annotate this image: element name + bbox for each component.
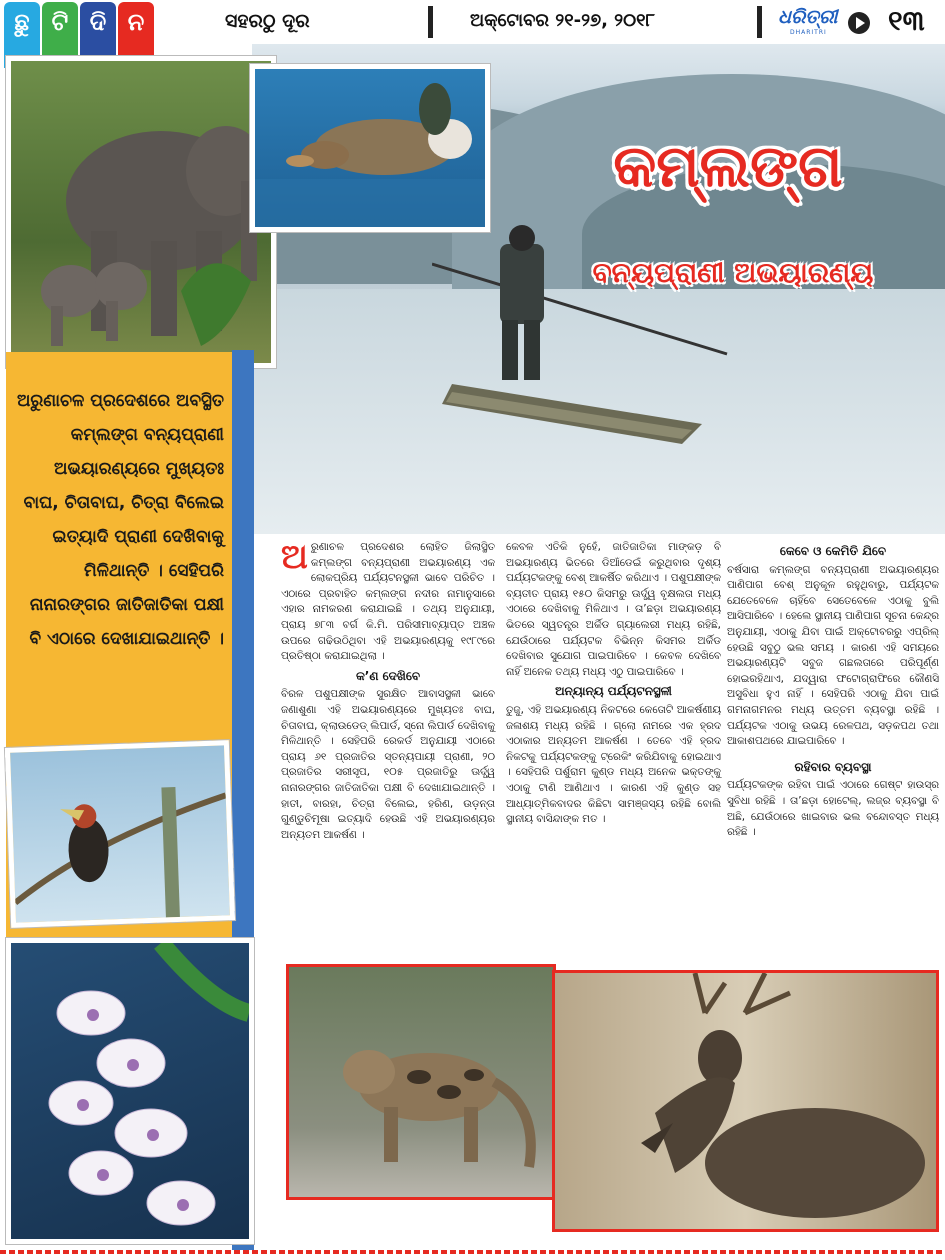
section-tile-3: ଦି [80,2,116,68]
elephant-photo [6,56,276,368]
clouded-leopard-photo [286,964,556,1200]
divider [428,6,433,38]
paragraph: ବର୍ଷସାରା କମ୍‌ଲଙ୍ଗ ବନ୍ୟପ୍ରାଣୀ ଅଭୟାରଣ୍ୟର ପାଣିପାଗ ବେଶ୍‌ ଅନୁକୂଳ ରହୁଥିବାରୁ, ପର୍ଯ୍ୟଟକ ଯେତେବେଳେ ଚାହିଁବେ ସେତେବେଳେ ଏଠାକୁ ବୁଲି ଆସିପାରିବେ । ହେଲେ ସ୍ଥାନୀୟ ପାଣିପାଗ ସୂଚନା କେନ୍ଦ୍ର ଅନୁଯାୟୀ, ଏଠାକୁ ଯିବା ପାଇଁ ଅକ୍ଟୋବରରୁ ଏପ୍ରିଲ୍‌ ହେଉଛି ସବୁଠୁ ଭଲ ସମୟ । କାରଣ ଏହି ସମୟରେ ଅଭୟାରଣ୍ୟଟି ସବୁଜ ଗଛଲତାରେ ପରିପୂର୍ଣ୍ଣ ହୋଇରହିଥାଏ, ଯଦ୍ୱାରା ଫଟୋଗ୍ରାଫିରେ କୌଣସି ଅସୁବିଧା ହୁଏ ନାହିଁ । ସେହିପରି ଏଠାକୁ ଯିବା ପାଇଁ ଗମନାଗମନର ମଧ୍ୟ ଉତ୍ତମ ବ୍ୟବସ୍ଥା ରହିଛି । ପର୍ଯ୍ୟଟକ ଏଠାକୁ ଉଭୟ ରେଳପଥ, ସଡ଼କପଥ ତଥା ଆକାଶପଥରେ ଯାଇପାରିବେ । [727,563,939,748]
section-tile-4: ନ [118,2,154,68]
intro-text: ଅରୁଣାଚଳ ପ୍ରଦେଶରେ ଅବସ୍ଥିତ କମ୍‌ଲଙ୍ଗ ବନ୍ୟପ୍ରାଣୀ ଅଭୟାରଣ୍ୟରେ ମୁଖ୍ୟତଃ ବାଘ, ଚିତାବାଘ, ଚିତ୍ରା ବିଲେଇ ଇତ୍ୟାଦି ପ୍ରାଣୀ ଦେଖିବାକୁ ମିଳିଥାନ୍ତି । ସେହିପରି ନାନାରଙ୍ଗର ଜାତିଜାତିକା ପକ୍ଷୀ ବି ଏଠାରେ ଦେଖାଯାଇଥାନ୍ତି । [16,391,224,649]
section-name: ସହରଠୁ ଦୂର [225,10,310,32]
article-column-3 [727,540,939,841]
section-tile-2: ଟି [42,2,78,68]
bottom-border [0,1250,945,1254]
divider [757,6,762,38]
brand-logo: ଧରିତ୍ରୀ [778,6,838,28]
sambar-deer-photo [552,970,939,1232]
page-number: ୧୩ [888,4,925,37]
paragraph: ରୁଣାଚଳ ପ୍ରଦେଶର ଲୋହିତ ଜିଲାସ୍ଥିତ କମ୍‌ଲଙ୍ଗ ବନ୍ୟପ୍ରାଣୀ ଅଭୟାରଣ୍ୟ ଏକ ଲୋକପ୍ରିୟ ପର୍ଯ୍ୟଟନସ୍ଥଳୀ ଭାବେ ପରିଚିତ । ଏଠାରେ ପ୍ରବାହିତ କମ୍‌ଲଙ୍ଗ ନଦୀର ନାମାନୁସାରେ ଏହାର ନାମକରଣ କରାଯାଇଛି । ତଥ୍ୟ ଅନୁଯାୟୀ, ପ୍ରାୟ ୭୮୩ ବର୍ଗ କି.ମି. ପରିସୀମାବ୍ୟାପ୍ତ ଅଞ୍ଚଳ ଉପରେ ଗଢିଉଠିଥିବା ଏହି ଅଭୟାରଣ୍ୟକୁ ୧୯୮୯ରେ ପ୍ରତିଷ୍ଠା କରାଯାଇଥିଲା । [281,541,495,663]
play-icon [848,12,870,34]
duck-photo [250,64,490,232]
article-subtitle: ବନ୍ୟପ୍ରାଣୀ ଅଭୟାରଣ୍ୟ [592,256,874,289]
article-title: କମ୍‌ଲଙ୍ଗ [613,132,843,200]
paragraph: ବିରଳ ପଶୁପକ୍ଷୀଙ୍କ ସୁରକ୍ଷିତ ଆବାସସ୍ଥଳୀ ଭାବେ ଜଣାଶୁଣା ଏହି ଅଭୟାରଣ୍ୟରେ ମୁଖ୍ୟତଃ ବାଘ, ଚିତାବାଘ, କ୍ଲାଉଡେଡ୍‌ ଲିପାର୍ଡ, ସ୍ନୋ ଲିପାର୍ଡ ଦେଖିବାକୁ ମିଳିଥାନ୍ତି । ସେହିପରି ରେକର୍ଡ ଅନୁଯାୟୀ ଏଠାରେ ପ୍ରାୟ ୬୧ ପ୍ରଜାତିର ସ୍ତନ୍ୟପାୟୀ ପ୍ରାଣୀ, ୨୦ ପ୍ରଜାତିର ସରୀସୃପ, ୧୦୫ ପ୍ରଜାତିରୁ ଊର୍ଦ୍ଧ୍ୱ ନାନାରଙ୍ଗର ଜାତିଜାତିକା ପକ୍ଷୀ ବି ଦେଖାଯାଇଥାନ୍ତି । ହାତୀ, ବାରହା, ଚିତ୍ରା ବିଲେଇ, ହରିଣ, ଉଡ଼ନ୍ତା ଗୁଣ୍ଡୁଚିମୂଷା ଇତ୍ୟାଦି ହେଉଛି ଏହି ଅଭୟାରଣ୍ୟର ଅନ୍ୟତମ ଆକର୍ଷଣ । [281,688,495,841]
article-column-2 [506,540,721,828]
drop-cap: ଅ [281,537,308,577]
section-heading: କେବେ ଓ କେମିତି ଯିବେ [779,544,887,558]
paragraph: ତୁଜୁ, ଏହି ଅଭୟାରଣ୍ୟ ନିକଟରେ କେତୋଟି ଆକର୍ଷଣୀୟ ଜଳାଶୟ ମଧ୍ୟ ରହିଛି । ଗ୍ଲୋ ନାମରେ ଏକ ହ୍ରଦ ଏଠାକାର ଅନ୍ୟତମ ଆକର୍ଷଣ । ତେବେ ଏହି ହ୍ରଦ ନିକଟକୁ ପର୍ଯ୍ୟଟକଙ୍କୁ ଟ୍ରେକିଂ କରିଯିବାକୁ ହୋଇଥାଏ । ସେହିପରି ପର୍ଶୁରାମ କୁଣ୍ଡ ମଧ୍ୟ ଅନେକ ଭକ୍ତଙ୍କୁ ଏଠାକୁ ଟାଣି ଆଣିଥାଏ । କାରଣ ଏହି କୁଣ୍ଡ ସହ ଆଧ୍ୟାତ୍ମିକବାଦର କିଛିଟା ସାମଞ୍ଜସ୍ୟ ରହିଛି ବୋଲି ସ୍ଥାନୀୟ ବାସିନ୍ଦାଙ୍କ ମତ । [506,703,721,826]
paragraph: ପର୍ଯ୍ୟଟକଙ୍କ ରହିବା ପାଇଁ ଏଠାରେ ଗେଷ୍ଟ ହାଉସ୍‌ର ସୁବିଧା ରହିଛି । ତା’ଛଡ଼ା ହୋଟେଲ୍‌, ଲଜ୍‌ର ବ୍ୟବସ୍ଥା ବି ଅଛି, ଯେଉଁଠାରେ ଖାଇବାର ଭଲ ବନ୍ଦୋବସ୍ତ ମଧ୍ୟ ରହିଛି । [727,779,939,839]
brand-subtitle: DHARITRI [790,29,827,36]
issue-date: ଅକ୍ଟୋବର ୨୧-୨୭, ୨୦୧୮ [470,10,655,31]
section-tile-1: ଛୁ [4,2,40,68]
section-heading: ରହିବାର ବ୍ୟବସ୍ଥା [794,759,872,774]
section-heading: ଅନ୍ୟାନ୍ୟ ପର୍ଯ୍ୟଟନସ୍ଥଳୀ [555,684,672,699]
page-header [0,0,945,44]
section-heading: କ’ଣ ଦେଖିବେ [355,668,421,683]
hornbill-photo [5,740,235,928]
orchid-photo [6,938,254,1244]
article-column-1 [281,537,495,843]
paragraph: କେବଳ ଏତିକି ନୁହେଁ, ଜାତିଜାତିକା ମାଙ୍କଡ଼ ବି ଅଭୟାରଣ୍ୟ ଭିତରେ ଡିଆଁଡେଇଁ କରୁଥିବାର ଦୃଶ୍ୟ ପର୍ଯ୍ୟଟକଙ୍କୁ ବେଶ୍‌ ଆକର୍ଷିତ କରିଥାଏ । ପଶୁପକ୍ଷୀଙ୍କ ବ୍ୟତୀତ ପ୍ରାୟ ୧୫୦ କିସମରୁ ଊର୍ଦ୍ଧ୍ୱ ବୃକ୍ଷଲତା ମଧ୍ୟ ଏଠାରେ ଦେଖିବାକୁ ମିଳିଥାଏ । ତା’ଛଡ଼ା ଅଭୟାରଣ୍ୟ ଭିତରେ ସ୍ୱତନ୍ତ୍ର ଅର୍କିଡ ଗ୍ୟାଲେରୀ ମଧ୍ୟ ରହିଛି, ଯେଉଁଠାରେ ପର୍ଯ୍ୟଟକ ବିଭିନ୍ନ କିସମର ଅର୍କିଡ ଦେଖିବାର ସୁଯୋଗ ପାଇପାରିବେ । କେବଳ ଦେଖିବେ ନାହିଁ ଅନେକ ତଥ୍ୟ ମଧ୍ୟ ଏଠୁ ପାଇପାରିବେ । [506,541,721,678]
